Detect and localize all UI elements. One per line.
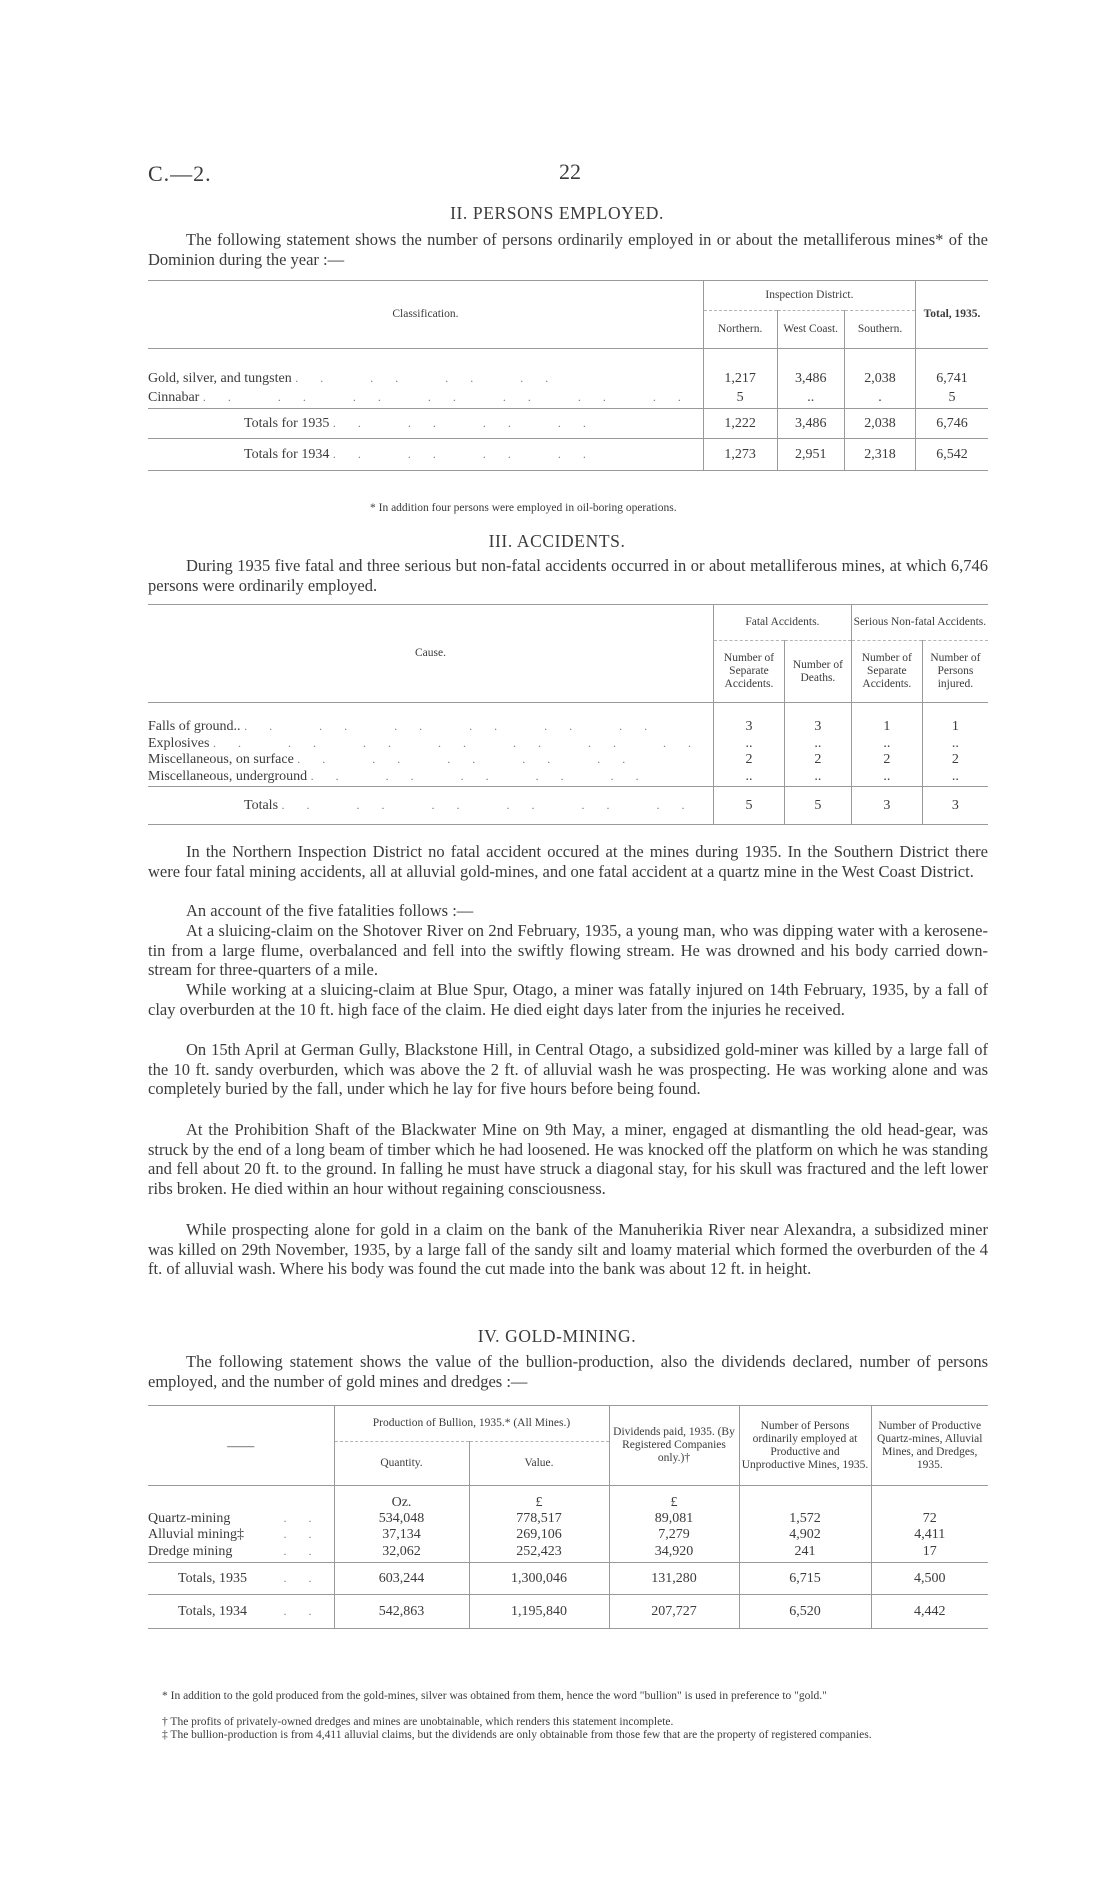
accident-paragraph-7: While prospecting alone for gold in a claim on the bank of the Manuherikia River near Alexandra, a subsidized miner was killed on 29th November, 1935, by a large fall of the sandy silt and loamy material which formed the overburden of the 4 ft. of alluvial wash. Where his body was found the cut made into the bank was about 12 ft. in height.: [148, 1220, 988, 1278]
persons-employed-intro: The following statement shows the number of persons ordinarily employed in or about the metalliferous mines* of the Dominion during the year :—: [148, 230, 988, 269]
table-row: Totals, 1935 .. 603,244 1,300,046 131,280 6,715 4,500: [148, 1563, 988, 1595]
col-header-fatal-deaths: Number of Deaths.: [784, 641, 851, 703]
table-row: Totals for 1935 .. .. .. .. 1,222 3,486 2,038 6,746: [148, 409, 988, 439]
col-header-serious-injured: Number of Persons injured.: [922, 641, 988, 703]
col-header-northern: Northern.: [703, 311, 777, 349]
col-header-blank: ——: [227, 1437, 255, 1453]
col-header-dividends: Dividends paid, 1935. (By Registered Companies only.)†: [609, 1406, 739, 1486]
footnote-bullion: * In addition to the gold produced from the gold-mines, silver was obtained from them, hence the word "bullion" is used in preference to "gold.": [162, 1690, 827, 1702]
accidents-intro: During 1935 five fatal and three serious but non-fatal accidents occurred in or about metalliferous mines, at which 6,746 persons were ordinarily employed.: [148, 556, 988, 595]
table-row: Dredge mining .. 32,062 252,423 34,920 241 17: [148, 1543, 988, 1563]
section-heading-gold-mining: IV. GOLD-MINING.: [477, 1326, 637, 1346]
col-header-serious-accidents: Serious Non-fatal Accidents.: [851, 605, 988, 641]
gold-mining-intro: The following statement shows the value of the bullion-production, also the dividends declared, number of persons employed, and the number of gold mines and dredges :—: [148, 1352, 988, 1391]
col-header-serious-separate: Number of Separate Accidents.: [851, 641, 922, 703]
col-header-production: Production of Bullion, 1935.* (All Mines.): [334, 1406, 609, 1442]
col-header-productive: Number of Productive Quartz-mines, Alluvial Mines, and Dredges, 1935.: [871, 1406, 988, 1486]
col-header-persons: Number of Persons ordinarily employed at Productive and Unproductive Mines, 1935.: [739, 1406, 871, 1486]
accident-paragraph-3: At a sluicing-claim on the Shotover River on 2nd February, 1935, a young man, who was dipping water with a kerosene-tin from a large flume, overbalanced and fell into the swiftly flowing stream. He was drowned and his body carried down-stream for three-quarters of a mile.: [148, 921, 988, 979]
table-row: Totals .. .. .. .. .. .. 5 5 3 3: [148, 787, 988, 825]
accident-paragraph-6: At the Prohibition Shaft of the Blackwater Mine on 9th May, a miner, engaged at dismantling the old head-gear, was struck by the end of a long beam of timber which he had loosened. He was knocked off the platform on which he was standing and fell about 20 ft. to the ground. In falling he must have struck a diagonal stay, for his skull was fractured and the left lower ribs broken. He died within an hour without regaining consciousness.: [148, 1120, 988, 1198]
table-row: Totals, 1934 .. 542,863 1,195,840 207,727 6,520 4,442: [148, 1595, 988, 1629]
footnote-oil-boring: * In addition four persons were employed in oil-boring operations.: [370, 502, 677, 514]
unit-value: £: [469, 1486, 609, 1511]
footnote-dividends: † The profits of privately-owned dredges and mines are unobtainable, which renders this statement incomplete.: [162, 1716, 674, 1728]
persons-employed-table: [148, 280, 988, 471]
unit-dividends: £: [609, 1486, 739, 1511]
table-row: Gold, silver, and tungsten .. .. .. .. 1,217 3,486 2,038 6,741: [148, 371, 988, 388]
col-header-inspection-district: Inspection District.: [703, 281, 915, 311]
table-row: Explosives .. .. .. .. .. .. .. .. .. .. ..: [148, 736, 988, 752]
col-header-classification: Classification.: [392, 308, 459, 320]
col-header-total: Total, 1935.: [916, 281, 988, 349]
col-header-cause: Cause.: [414, 647, 446, 659]
gold-mining-table: [148, 1405, 988, 1629]
table-row: Alluvial mining‡ .. 37,134 269,106 7,279 4,902 4,411: [148, 1527, 988, 1543]
section-heading-accidents: III. ACCIDENTS.: [488, 531, 626, 551]
table-row: Totals for 1934 .. .. .. .. 1,273 2,951 2,318 6,542: [148, 439, 988, 471]
accident-paragraph-2: An account of the five fatalities follows :—: [186, 901, 474, 920]
table-row: Falls of ground.. .. .. .. .. .. .. 3 3 1 1: [148, 719, 988, 736]
document-code: C.—2.: [148, 161, 212, 186]
table-row: Cinnabar .. .. .. .. .. .. .. 5 .. . 5: [148, 388, 988, 409]
accident-paragraph-1: In the Northern Inspection District no fatal accident occured at the mines during 1935. In the Southern District there were four fatal mining accidents, all at alluvial gold-mines, and one fatal accident at a quartz mine in the West Coast District.: [148, 842, 988, 881]
footnote-alluvial: ‡ The bullion-production is from 4,411 alluvial claims, but the dividends are only obtainable from those few that are the property of registered companies.: [162, 1729, 872, 1741]
col-header-west-coast: West Coast.: [777, 311, 844, 349]
col-header-fatal-separate: Number of Separate Accidents.: [713, 641, 784, 703]
accident-paragraph-5: On 15th April at German Gully, Blackstone Hill, in Central Otago, a subsidized gold-miner was killed by a large fall of the 10 ft. sandy overburden, which was above the 2 ft. of alluvial wash he was prospecting. He was working alone and was completely buried by the fall, under which he lay for five hours before being found.: [148, 1040, 988, 1098]
col-header-fatal-accidents: Fatal Accidents.: [713, 605, 851, 641]
table-row: Miscellaneous, underground .. .. .. .. .. .. .. .. ..: [148, 768, 988, 787]
accidents-table: [148, 604, 988, 825]
unit-quantity: Oz.: [334, 1486, 469, 1511]
col-header-value: Value.: [469, 1442, 609, 1486]
page-number: 22: [559, 159, 581, 184]
table-row: Quartz-mining .. 534,048 778,517 89,081 1,572 72: [148, 1511, 988, 1527]
accident-paragraph-4: While working at a sluicing-claim at Blue Spur, Otago, a miner was fatally injured on 14th February, 1935, by a fall of clay overburden at the 10 ft. high face of the claim. He died eight days later from the injuries he received.: [148, 980, 988, 1019]
col-header-southern: Southern.: [844, 311, 915, 349]
table-row: Miscellaneous, on surface .. .. .. .. .. 2 2 2 2: [148, 752, 988, 768]
section-heading-persons-employed: II. PERSONS EMPLOYED.: [450, 203, 664, 223]
col-header-quantity: Quantity.: [334, 1442, 469, 1486]
